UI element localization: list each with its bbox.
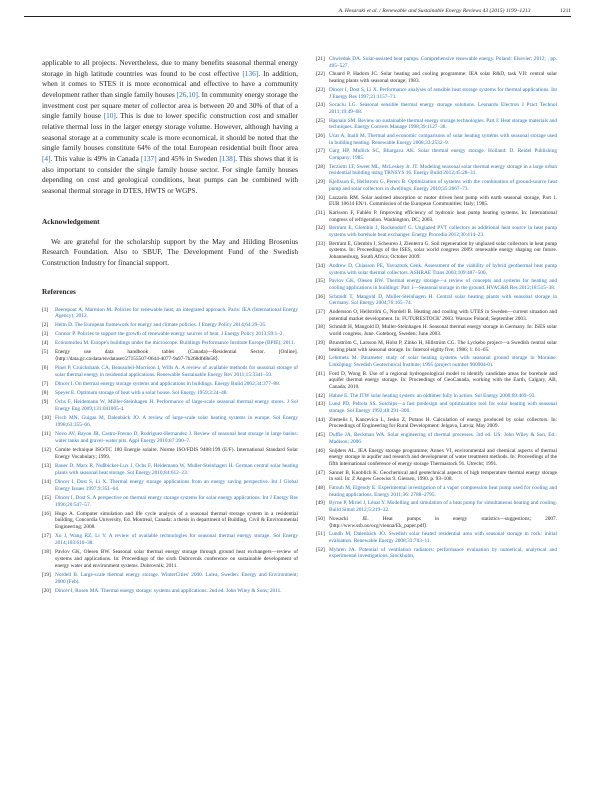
reference-item: [316, 516, 557, 530]
reference-item: [316, 210, 557, 224]
reference-text[interactable]: Terziotti LT, Sweet ML, McLeskey Jr. JT. Modeling seasonal solar thermal energy storage in a large urban residential building using TRNSYS 16. Energy Build 2012;45:28–31.: [329, 163, 557, 177]
reference-number: [2]: [42, 322, 49, 329]
reference-item[interactable]: [42, 431, 298, 445]
reference-text: Bertram E, Glembin J, Scheuren J, Zienterra G. Soil regeneration by unglazed solar collectors in heat pump systems. In: Proceedings of the ISES, solar world congress 2009: renewable energy shaping our future. Johannesburg, South Africa; October 2009.: [329, 240, 557, 261]
reference-number: [25]: [316, 117, 325, 124]
reference-text[interactable]: Ochs F, Heidemann W, Müller-Steinhagen H. Performance of large-scale seasonal thermal energy stores. J Sol Energy Eng 2009;131:041005-4.: [55, 399, 298, 413]
reference-number: [39]: [316, 339, 325, 346]
reference-text[interactable]: Pavlov GK, Olesen BW. Thermal energy storage—a review of concepts and systems for heating and cooling applications in buildings: Part 1—Seasonal storage in the ground. HVAC&R Res 2012;18:515–38.: [329, 278, 557, 291]
reference-list-right: [316, 56, 557, 560]
reference-number: [9]: [42, 399, 49, 406]
references-heading: References: [42, 286, 76, 296]
reference-item[interactable]: [316, 87, 557, 101]
reference-item[interactable]: [316, 102, 557, 116]
reference-number: [28]: [316, 163, 325, 170]
citation-link[interactable]: [136]: [242, 68, 259, 78]
reference-number: [47]: [316, 469, 325, 476]
reference-item: [316, 448, 557, 468]
reference-text[interactable]: Chwieduk DA. Solar-assisted heat pumps. Comprehensive renewable energy. Poland: Elsevier; 2012; , pp. 495–527.: [329, 56, 557, 69]
reference-number: [33]: [316, 240, 325, 247]
reference-item[interactable]: [42, 479, 298, 493]
reference-text: Andersson O, Hellström G, Nordell B. Heating and cooling with UTES in Sweden—current situation and potential market development. In: FUTURESTOCK' 2003. Warsaw Poland; September 2003.: [329, 309, 557, 322]
reference-text[interactable]: Beerepoot A, Marmion M. Policies for renewable heat, an integrated approach. Paris: IEA (International Energy Agency); 2012.: [55, 306, 298, 320]
reference-number: [41]: [316, 370, 325, 377]
reference-text[interactable]: Ucar A, Inalli M. Thermal and economic comparisons of solar heating systems with seasonal storage used in building heating. Renewable Energy 2008;33:2532–9.: [329, 132, 557, 146]
paragraph-text: . This shows that it is also important to consider the single family house sector. For single family houses depending on cost and geological conditions, heat pumps can be combined with seasonal thermal storage in DTES, HWTS or WGPS.: [42, 153, 298, 195]
reference-number: [7]: [42, 381, 49, 388]
reference-item[interactable]: [316, 263, 557, 277]
reference-number: [49]: [316, 500, 325, 507]
reference-item: [42, 447, 298, 461]
reference-number: [46]: [316, 447, 325, 454]
reference-item[interactable]: [42, 381, 298, 388]
reference-item[interactable]: [316, 485, 557, 499]
reference-item[interactable]: [42, 390, 298, 397]
citation-link[interactable]: [26,10]: [176, 89, 198, 99]
reference-item: [316, 371, 557, 391]
reference-item[interactable]: [316, 401, 557, 415]
reference-number: [24]: [316, 102, 325, 109]
reference-number: [50]: [316, 515, 325, 522]
reference-item[interactable]: [316, 393, 557, 400]
reference-item: [42, 549, 298, 570]
reference-number: [23]: [316, 86, 325, 93]
reference-number: [15]: [42, 494, 51, 501]
reference-number: [35]: [316, 278, 325, 285]
reference-number: [19]: [42, 572, 51, 579]
reference-number: [37]: [316, 309, 325, 315]
reference-text[interactable]: Dincer I. On thermal energy storage systems and applications in buildings. Energy Build 2002;34:377–88.: [55, 381, 281, 388]
reference-item[interactable]: [42, 415, 298, 429]
reference-item[interactable]: [316, 56, 557, 70]
reference-item[interactable]: [42, 399, 298, 413]
reference-number: [45]: [316, 432, 325, 439]
reference-text[interactable]: Novo AV, Bayon JR, Castro-Fresno D, Rodriguez-Hernandez J. Review of seasonal heat storage in large basins: water tanks and gravel–water pits. Appl Energy 2010;87:390–7.: [55, 431, 298, 444]
reference-number: [6]: [42, 365, 49, 372]
reference-text[interactable]: Xu J, Wang RZ, Li Y. A review of available technologies for seasonal thermal energy storage. Sol Energy 2014;103:610–38.: [55, 533, 298, 547]
reference-number: [13]: [42, 462, 51, 469]
reference-number: [4]: [42, 340, 49, 347]
reference-item[interactable]: [42, 340, 298, 347]
reference-text[interactable]: Garg HP, Mullick SC, Bhargava AK. Solar thermal energy storage. Holland: D. Reidel Publishing Company; 1985.: [329, 148, 557, 162]
reference-item: [42, 349, 298, 363]
reference-text[interactable]: Pinel P, Cruickshank CA, Beausoleil-Morrison I, Wills A. A review of available methods for seasonal storage of solar thermal energy in residential applications. Renewable Sustainable Energy Rev 2011;15:3341–59.: [55, 365, 298, 379]
reference-item: [316, 71, 557, 85]
reference-number: [34]: [316, 262, 325, 269]
reference-text[interactable]: Helm D. The European framework for energy and climate policies. J Energy Policy 2014;64:29–35.: [55, 322, 267, 329]
reference-text: Schmidt H, Mangold D, Muller-Steinhagen H. Seasonal thermal energy storage in Germany. In: ISES solar world congress, June. Goteborg, Sweden; June 2003.: [329, 324, 557, 338]
reference-number: [21]: [316, 56, 325, 62]
reference-number: [1]: [42, 306, 49, 313]
reference-text: Ziemelis I, Kancevica L, Jesko Z, Putans H. Calculation of energy produced by solar collectors. In: Proceedings of Engineering for Rural Development: Jelgava, Latvia; May 2009.: [329, 416, 557, 430]
reference-number: [20]: [42, 588, 51, 594]
reference-text[interactable]: Dincer I, Dost S. A perspective on thermal energy storage systems for solar energy applications. Int J Energy Res 1996;20:547–57.: [55, 494, 298, 508]
reference-text: Lazzarin RM. Solar assisted absorption or motor driven heat pump with earth seasonal storage, Part 1. EUR 10614 EN/1. Commission of the European Communities; Italy; 1985.: [329, 194, 557, 208]
reference-list-left: [42, 307, 298, 595]
reference-text: Hugo A. Computer simulation and life cycle analysis of a seasonal thermal storage system in a residential building, Concordia University, Ed. Montreal, Canada: a thesis in department of Building, Civil & Environmental Engineering; 2008.: [55, 510, 298, 531]
reference-item[interactable]: [316, 179, 557, 193]
reference-number: [32]: [316, 225, 325, 232]
reference-item: [42, 511, 298, 532]
reference-text: Brunström C, Larsson M, Holst P, Zinko H, Hillström CG. The Lyckebo project—a Swedish central solar heating plant with seasonal storage. In: Intersol eighty five; 1986; 1: 61–65.: [329, 339, 557, 353]
reference-number: [11]: [42, 431, 51, 438]
paragraph-text: . In addition, when it comes to STES it is more economical and effective to have a community development rather than single family houses: [42, 68, 298, 99]
reference-number: [36]: [316, 293, 325, 300]
reference-item[interactable]: [316, 500, 557, 514]
reference-text[interactable]: Socaciu LG. Seasonal sensible thermal energy storage solutions. Leonardo Electron J Pract Technol 2011;19:49–68.: [329, 102, 557, 115]
reference-text[interactable]: Andrew D, Chiasson PE, Yavuzturk Cenk. Assessment of the viability of hybrid geothermal heat pump systems with solar thermal collectors. ASHRAE Trans 2003;109:487–500.: [329, 262, 557, 276]
citation-link[interactable]: [137]: [140, 153, 157, 163]
reference-text[interactable]: Byrne P, Miriel J, Lénat Y. Modelling and simulation of a heat pump for simultaneous heating and cooling. Build Simul 2012;5:219–32.: [329, 500, 557, 514]
reference-text[interactable]: Bauer D, Marx R, Nußbicker-Lux J, Ochs F, Heidemann W, Muller-Steinhagen H. German central solar heating plants with seasonal heat storage. Sol Energy 2010;84:612–23.: [55, 462, 298, 476]
reference-text: Karlsson F, Fahlén P. Improving efficiency of hydronic heat pump heating systems. In: International congress of refrigeration. Washington, DC; 2003.: [329, 209, 557, 223]
reference-text[interactable]: Dincer I, Dost S, Li X. Performance analyses of sensible heat storage systems for thermal applications. Int J Energy Res 1997;21:1157–71.: [329, 86, 557, 100]
reference-item: [316, 241, 557, 261]
reference-text[interactable]: Connor P. Policies to support the growth of renewable energy sources of heat. J Energy Policy 2013;59:1–2.: [55, 331, 284, 338]
reference-number: [29]: [316, 179, 325, 186]
reference-item[interactable]: [42, 533, 298, 547]
reference-text[interactable]: Dincer I, Rosen MA. Thermal energy storage: systems and applications. 2nd ed. John Wiley & Sons; 2011.: [55, 588, 282, 594]
reference-text[interactable]: Lundh M, Dalenbäck JO. Swedish solar heated residential area with seasonal storage in rock: initial evaluation. Renewable Energy 2008;33:703–11.: [329, 531, 557, 544]
citation-link[interactable]: [10]: [103, 111, 116, 121]
reference-text[interactable]: Nordell B. Large-scale thermal energy storage. WinterCities' 2000. Lulea, Sweden: Energy and Environment; 2000 (Feb).: [55, 572, 298, 585]
citation-link[interactable]: [4]: [42, 153, 51, 163]
reference-text[interactable]: Schmidt T, Mangold D, Muller-Steinhagen H. Central solar heating plants with seasonal storage in Germany. Sol Energy 2004;76:165–74.: [329, 293, 557, 307]
reference-number: [44]: [316, 416, 325, 423]
reference-number: [8]: [42, 390, 49, 397]
paragraph-text: and 45% in Sweden: [156, 153, 220, 163]
running-header: [24, 8, 571, 17]
reference-text: Ford D, Wong B. Use of a regional hydrogeological model to identify candidate areas for borehole and aquifer thermal energy storage. In: Proceedings of GeoCanada, working with the Earth, Calgary, AB, Canada; 2010.: [329, 370, 557, 391]
reference-item: [316, 324, 557, 338]
body-paragraph: [42, 58, 298, 197]
reference-text[interactable]: Hahne E. The ITW solar heating system: an oldtimer fully in action. Sol Energy 2000;69:469–93.: [329, 392, 536, 399]
reference-number: [31]: [316, 209, 325, 216]
reference-number: [10]: [42, 415, 51, 422]
reference-item[interactable]: [316, 294, 557, 308]
reference-number: [18]: [42, 549, 51, 556]
reference-item[interactable]: [316, 133, 557, 147]
reference-text[interactable]: Speyer E. Optimum storage of heat with a solar house. Sol Energy 1959;3:24–48.: [55, 390, 228, 397]
reference-item[interactable]: [42, 331, 298, 338]
reference-item: [316, 340, 557, 354]
citation-link[interactable]: [138]: [219, 153, 236, 163]
paragraph-text: . In community energy storage the investment cost per square meter of collector area is between 20 and 30% of that of a single family house: [42, 89, 298, 121]
reference-number: [30]: [316, 194, 325, 201]
reference-number: [51]: [316, 531, 325, 538]
reference-item: [316, 417, 557, 431]
acknowledgement-heading: Acknowledgement: [42, 216, 100, 226]
reference-text: Sanner B, Knoblich K. Geochemical and geotechnical aspects of high temperature thermal energy storage in soil. In: Z Angew Geowiss 9. Giessen, 1990. p. 93–108.: [329, 469, 557, 483]
reference-number: [12]: [42, 446, 51, 453]
reference-text: Snijders AL. IEA Energy storage programme; Annex VI, environmental and chemical aspects of thermal energy storage in aquifer and research and development of water treatment methods. In: Proceedings of the fifth international conference of energy storage Thermastock 91. Utrecht; 1991.: [329, 447, 557, 468]
reference-item[interactable]: [42, 307, 298, 321]
reference-number: [40]: [316, 355, 325, 362]
reference-item[interactable]: [316, 225, 557, 239]
reference-item[interactable]: [42, 322, 298, 329]
reference-text[interactable]: Fatouh M, Elgendy E. Experimental investigation of a vapor compression heat pump used for cooling and heating applications. Energy 2011;36: 2788–2795.: [329, 485, 557, 498]
reference-number: [38]: [316, 324, 325, 331]
reference-item[interactable]: [316, 118, 557, 132]
reference-item[interactable]: [316, 278, 557, 292]
acknowledgement-text: We are grateful for the scholarship support by the May and Hilding Brosenius Research Foundation. Also to SBUF, The Development Fund of the Swedish Construction Industry for financial support.: [42, 236, 298, 267]
paragraph-text: applicable to all projects. Nevertheless, due to many benefits seasonal thermal energy storage in high latitude countries was found to be cost effective: [42, 58, 298, 78]
reference-number: [16]: [42, 510, 51, 517]
paragraph-text: . This value is 49% in Canada: [50, 153, 141, 163]
reference-item[interactable]: [42, 572, 298, 586]
reference-number: [43]: [316, 401, 325, 408]
reference-item[interactable]: [42, 495, 298, 509]
reference-text: Comite technique ISO/TC 180 Energie solaire. Norme ISO/FDIS 9488:199 (E/F). International Standard Solar Energy Vocabulary; 1999.: [55, 446, 298, 460]
reference-item[interactable]: [42, 365, 298, 379]
reference-number: [22]: [316, 71, 325, 78]
reference-text[interactable]: Dincer I, Dost S, Li X. Thermal energy storage applications from an energy saving perspective. Int J Global Energy Issues 1997;9:351–64.: [55, 478, 298, 492]
reference-number: [14]: [42, 478, 51, 485]
reference-number: [26]: [316, 132, 325, 139]
reference-number: [27]: [316, 148, 325, 155]
reference-text[interactable]: Bertram E, Glembin J, Rockendorf G. Unglazed PVT collectors as additional heat source in heat pump systems with borehole heat exchanger. Energy Procedia 2012;30:414–23.: [329, 225, 557, 239]
right-column: [316, 56, 557, 562]
reference-text[interactable]: Hasnain SM. Review on sustainable thermal energy storage technologies. Part I: Heat storage materials and techniques. Energy Convers Manage 1998;39:1127–38.: [329, 117, 557, 131]
reference-text[interactable]: Kjellsson E, Hellstrom G, Perers B. Optimization of systems with the combination of ground-source heat pump and solar collectors in dwellings. Energy 2010;35:2667–73.: [329, 179, 557, 192]
reference-number: [5]: [42, 349, 49, 356]
reference-item: [316, 309, 557, 323]
reference-item: [316, 195, 557, 209]
reference-item[interactable]: [316, 355, 557, 369]
reference-item[interactable]: [42, 588, 298, 595]
reference-text: Chuard P, Hadorn JC. Solar heating and cooling programme: IEA solar R&D, task VII: central solar heating plants with seasonal storage; 1983.: [329, 71, 557, 85]
paragraph-text: . This is due to lower specific construction cost and smaller relative thermal loss in the larger energy storage volume. However, although having a seasonal storage at a community scale is more economical, it should be noted that the single family houses constitute 64% of the total European residential built floor area: [42, 111, 298, 153]
reference-number: [42]: [316, 392, 325, 399]
reference-item[interactable]: [316, 148, 557, 162]
reference-item[interactable]: [316, 531, 557, 545]
reference-text: Pavlov GK, Olesen BW. Seasonal solar thermal energy storage through ground heat exchangers—review of systems and applications. In: Proceedings of the sixth Dubrovnik conference on sustainable development of energy water and environment systems. Dubrovnik; 2011.: [55, 549, 298, 570]
reference-number: [3]: [42, 331, 49, 338]
reference-text[interactable]: Duffie JA, Beckman WA. Solar engineering of thermal processes. 3rd ed. US: John Wiley & Son, Ed.: Madison; 2006.: [329, 432, 557, 445]
reference-number: [48]: [316, 485, 325, 492]
reference-number: [52]: [316, 546, 325, 553]
reference-item: [316, 470, 557, 484]
reference-text[interactable]: Economidou M. Europe's buildings under the microscope. Buildings Performance Institute Europe (BPIE); 2011.: [55, 340, 295, 347]
reference-item[interactable]: [316, 432, 557, 446]
reference-item[interactable]: [316, 164, 557, 178]
reference-item[interactable]: [42, 463, 298, 477]
page-number: 1211: [560, 8, 571, 14]
reference-text[interactable]: Fisch MN, Guigas M, Dalenbäck JO. A review of large-scale solar heating systems in europe. Sol Energy 1998;63:355–66.: [55, 415, 298, 429]
reference-text[interactable]: Myhren JA. Potential of ventilation radiators: performance evaluation by numerical, analytical and experimental investigations. Stockholm,: [329, 546, 557, 560]
reference-text: Energy use data handbook tables (Canada)—Residential Sector. [Online]. ⟨http://data.gc.ca/data/en/dataset/27155507-0644-4077-9a97-7b268dfd8e58⟩.: [55, 349, 298, 363]
reference-item[interactable]: [316, 547, 557, 561]
left-column: [42, 58, 298, 597]
reference-text[interactable]: Lehtmets M. Parameter study of solar heating systems with seasonal ground storage in Moraine. Linköping: Swedish Geotechnical Institute; 1995 (project number 900904-0).: [329, 355, 557, 368]
reference-text: Nowacki JE. Heat pumps in energy statistics—suggestions; 2007. ⟨http://www.ssb.no/ocg/vienna/Ek_paper.pdf⟩.: [329, 515, 557, 529]
reference-number: [17]: [42, 533, 51, 540]
running-title: A. Hesaraki et al. / Renewable and Sustainable Energy Reviews 43 (2015) 1199–1213: [338, 8, 531, 14]
reference-text[interactable]: Lund PD, Peltola SS. Solchips—a fast predesign and optimization tool for solar heating with seasonal storage. Sol Energy 1992;48:291–300.: [329, 401, 557, 415]
